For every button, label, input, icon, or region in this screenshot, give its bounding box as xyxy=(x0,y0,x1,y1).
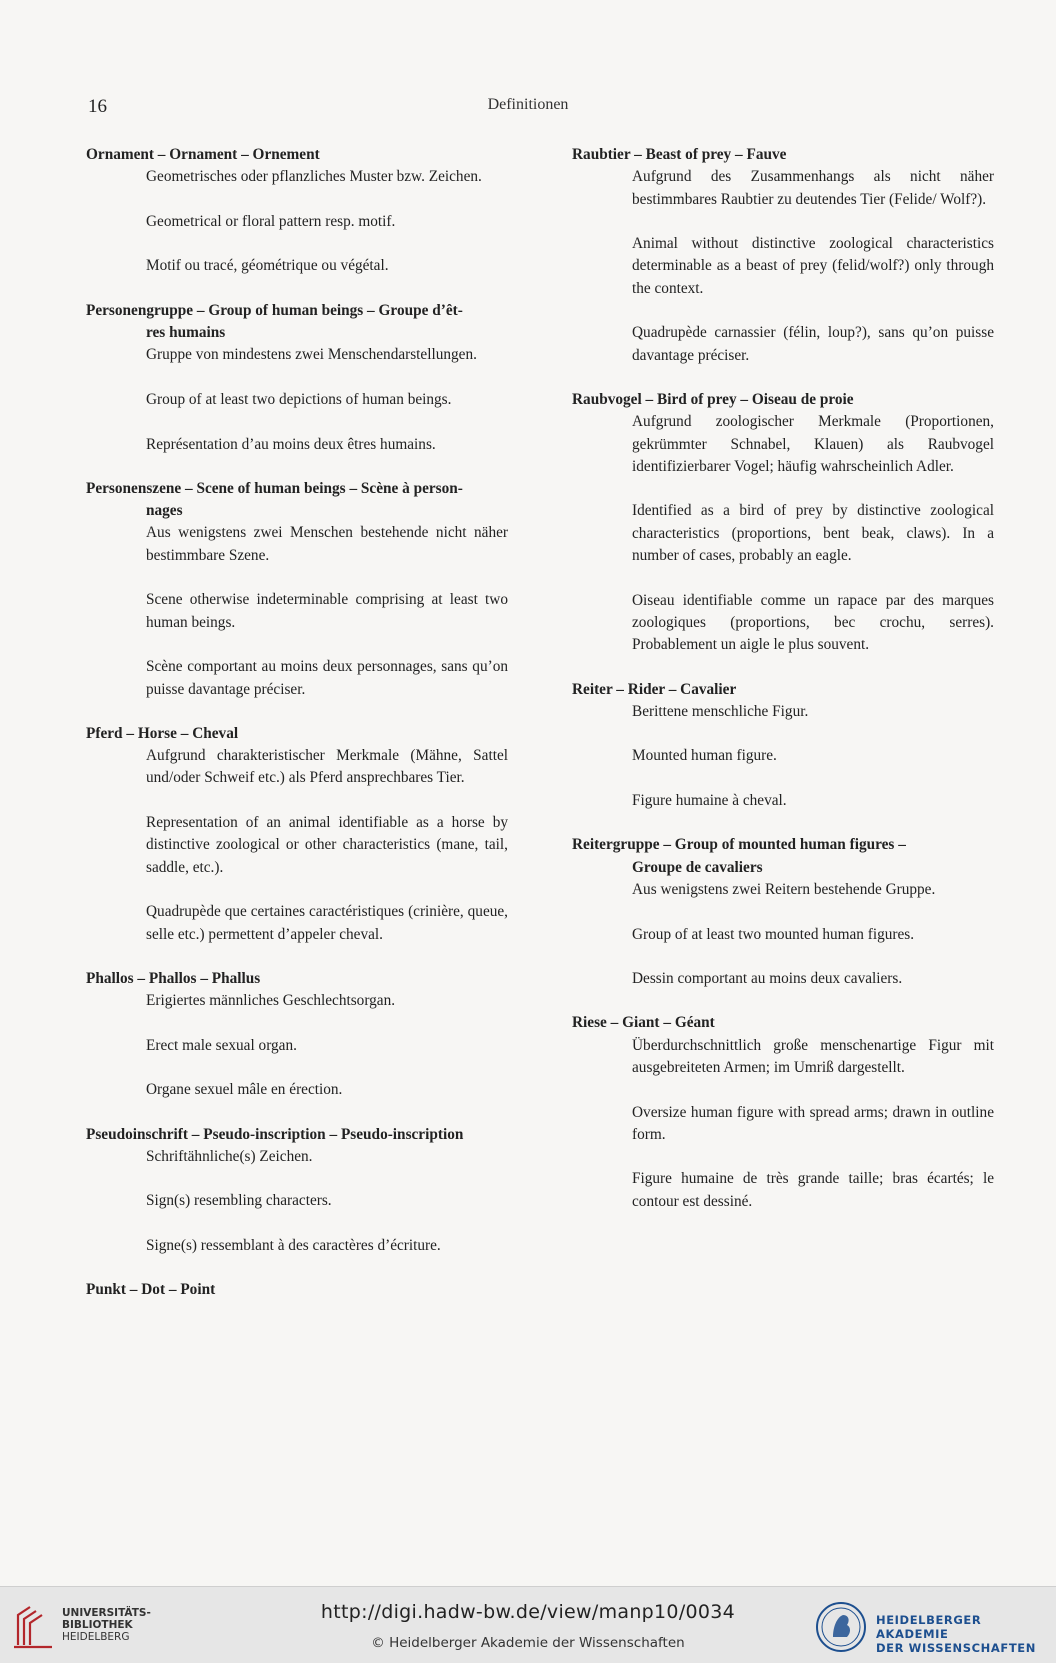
term-line: Pferd – Horse – Cheval xyxy=(86,724,239,742)
entry-term xyxy=(86,144,508,166)
entry-definition: Geometrisches oder pflanzliches Muster bzw. Zeichen. xyxy=(146,168,482,186)
term-line: Pseudoinschrift – Pseudo-inscription – Pseudo-inscription xyxy=(86,1125,464,1143)
glossary-entry xyxy=(572,389,994,657)
entry-definition: Mounted human figure. xyxy=(632,747,777,765)
entry-definition: Erect male sexual organ. xyxy=(146,1036,297,1054)
page-number: 16 xyxy=(88,96,107,117)
entry-definition: Scene otherwise indeterminable comprising at least two human beings. xyxy=(146,591,508,631)
entry-definition: Identified as a bird of prey by distinctive zoological characteristics (proportions, bent beak, claws). In a number of cases, probably an eagle. xyxy=(632,502,994,565)
entry-definition: Gruppe von mindestens zwei Menschendarstellungen. xyxy=(146,346,477,364)
right-column xyxy=(572,144,994,1235)
running-title: Definitionen xyxy=(487,96,569,113)
entry-definition: Oversize human figure with spread arms; drawn in outline form. xyxy=(632,1103,994,1143)
academy-name xyxy=(876,1613,1056,1655)
term-line: Groupe de cavaliers xyxy=(632,858,763,876)
entry-definition: Organe sexuel mâle en érection. xyxy=(146,1081,343,1099)
glossary-entry xyxy=(572,1012,994,1213)
library-line-1: UNIVERSITÄTS- xyxy=(62,1607,151,1619)
glossary-entry xyxy=(86,723,508,946)
entry-definition: Group of at least two mounted human figures. xyxy=(632,925,915,943)
left-column xyxy=(86,144,508,1324)
entry-definition: Berittene menschliche Figur. xyxy=(632,702,809,720)
term-line: Personenszene – Scene of human beings – Scène à person- xyxy=(86,479,463,497)
library-line-2: BIBLIOTHEK xyxy=(62,1619,133,1631)
entry-definition: Figure humaine à cheval. xyxy=(632,792,787,810)
entry-definition: Dessin comportant au moins deux cavaliers. xyxy=(632,970,903,988)
entry-term xyxy=(572,1012,994,1034)
entry-term xyxy=(86,723,508,745)
copyright-notice: © Heidelberger Akademie der Wissenschaften xyxy=(371,1635,685,1651)
term-line: Phallos – Phallos – Phallus xyxy=(86,969,261,987)
academy-line-2: DER WISSENSCHAFTEN xyxy=(876,1641,1036,1655)
term-line: Ornament – Ornament – Ornement xyxy=(86,146,320,163)
entry-term xyxy=(572,679,994,701)
glossary-entry xyxy=(86,300,508,456)
page-header xyxy=(0,96,1056,126)
entry-definition: Oiseau identifiable comme un rapace par des marques zoologiques (proportions, bec crochu, serres). Probablement un aigle le plus souvent. xyxy=(632,591,994,654)
entry-definition: Animal without distinctive zoological characteristics determinable as a beast of prey (felid/wolf?) only through the context. xyxy=(632,235,994,297)
entry-definition: Signe(s) ressemblant à des caractères d’écriture. xyxy=(146,1237,441,1255)
entry-definition: Aus wenigstens zwei Menschen bestehende nicht näher bestimmbare Szene. xyxy=(146,524,508,564)
entry-definition: Scène comportant au moins deux personnages, sans qu’on puisse davantage préciser. xyxy=(146,658,508,698)
entry-term xyxy=(572,389,994,411)
term-line: Raubvogel – Bird of prey – Oiseau de proie xyxy=(572,390,854,408)
entry-term xyxy=(572,144,994,166)
term-line: Riese – Giant – Géant xyxy=(572,1014,715,1032)
term-line: nages xyxy=(146,502,183,520)
entry-definition: Schriftähnliche(s) Zeichen. xyxy=(146,1147,313,1165)
glossary-entry xyxy=(86,1279,508,1301)
term-line: Reitergruppe – Group of mounted human figures – xyxy=(572,836,906,854)
term-line: Punkt – Dot – Point xyxy=(86,1281,216,1299)
entry-term xyxy=(572,834,994,879)
entry-definition: Aufgrund zoologischer Merkmale (Proportionen, gekrümmter Schnabel, Klauen) als Raubvogel identifizierbarer Vogel; häufig wahrscheinlich Adler. xyxy=(632,413,994,475)
entry-term xyxy=(86,1124,508,1146)
glossary-entry xyxy=(572,144,994,367)
entry-definition: Überdurchschnittlich große menschenartige Figur mit ausgebreiteten Armen; im Umriß dargestellt. xyxy=(632,1036,994,1076)
term-line: res humains xyxy=(146,324,226,342)
entry-term xyxy=(86,1279,508,1301)
entry-definition: Sign(s) resembling characters. xyxy=(146,1192,332,1210)
permalink-url[interactable]: http://digi.hadw-bw.de/view/manp10/0034 xyxy=(320,1601,736,1623)
library-line-3: HEIDELBERG xyxy=(62,1631,130,1643)
entry-definition: Aufgrund des Zusammenhangs als nicht näher bestimmbares Raubtier zu deutendes Tier (Felide/ Wolf?). xyxy=(632,168,994,208)
entry-term xyxy=(86,300,508,345)
glossary-entry xyxy=(572,834,994,990)
entry-definition: Representation of an animal identifiable as a horse by distinctive zoological or other characteristics (mane, tail, saddle, etc.). xyxy=(146,814,508,876)
term-line: Raubtier – Beast of prey – Fauve xyxy=(572,146,787,163)
entry-definition: Motif ou tracé, géométrique ou végétal. xyxy=(146,257,389,275)
glossary-entry xyxy=(86,968,508,1102)
glossary-entry xyxy=(86,144,508,278)
entry-definition: Quadrupède carnassier (félin, loup?), sans qu’on puisse davantage préciser. xyxy=(632,324,994,364)
academy-seal-icon[interactable] xyxy=(815,1601,867,1653)
entry-term xyxy=(86,968,508,990)
entry-definition: Erigiertes männliches Geschlechtsorgan. xyxy=(146,992,396,1010)
entry-definition: Geometrical or floral pattern resp. motif. xyxy=(146,212,396,230)
glossary-entry xyxy=(86,478,508,701)
entry-definition: Figure humaine de très grande taille; bras écartés; le contour est dessiné. xyxy=(632,1170,994,1210)
glossary-entry xyxy=(86,1124,508,1258)
entry-definition: Group of at least two depictions of human beings. xyxy=(146,390,452,408)
entry-term xyxy=(86,478,508,523)
term-line: Personengruppe – Group of human beings – Groupe d’êt- xyxy=(86,301,463,319)
entry-definition: Aufgrund charakteristischer Merkmale (Mähne, Sattel und/oder Schweif etc.) als Pferd ansprechbares Tier. xyxy=(146,747,508,787)
academy-line-1: HEIDELBERGER AKADEMIE xyxy=(876,1613,982,1641)
entry-definition: Représentation d’au moins deux êtres humains. xyxy=(146,435,436,453)
entry-definition: Aus wenigstens zwei Reitern bestehende Gruppe. xyxy=(632,880,936,898)
viewer-footer xyxy=(0,1586,1056,1663)
glossary-entry xyxy=(572,679,994,813)
entry-definition: Quadrupède que certaines caractéristiques (crinière, queue, selle etc.) permettent d’appeler cheval. xyxy=(146,903,508,943)
term-line: Reiter – Rider – Cavalier xyxy=(572,680,737,698)
